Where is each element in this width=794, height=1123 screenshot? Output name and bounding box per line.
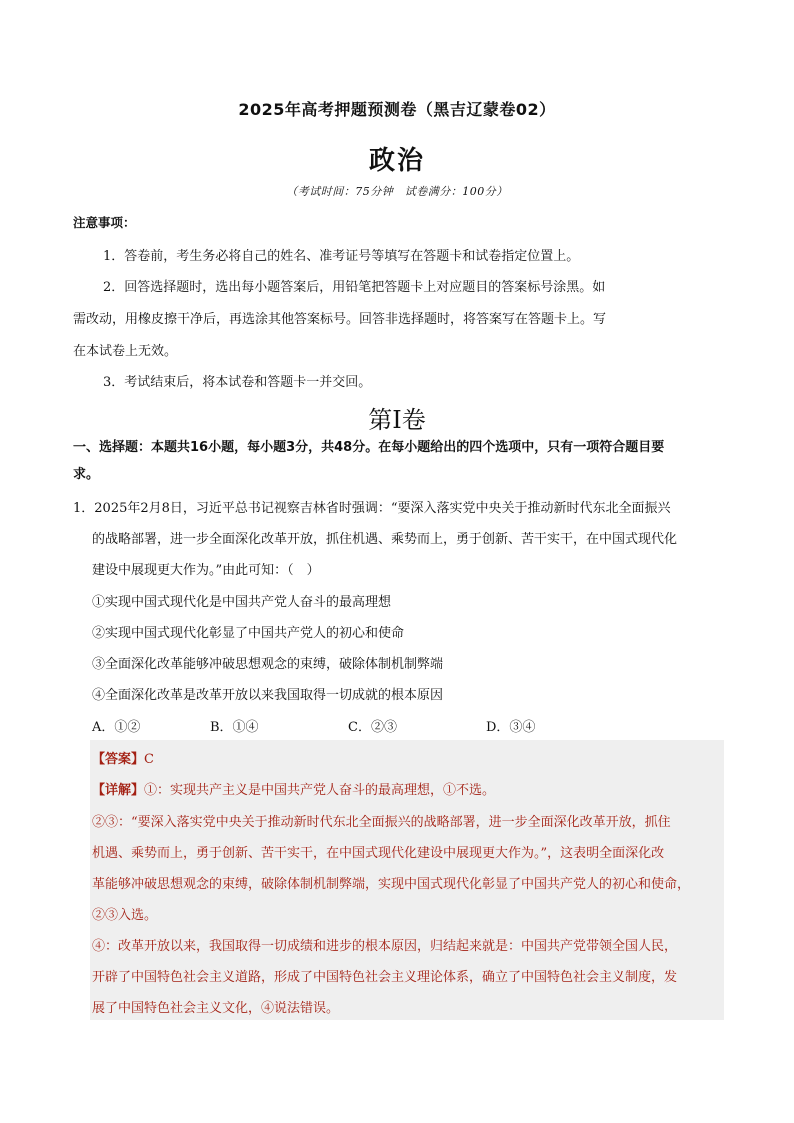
detail-line: ②③入选。 [92, 908, 158, 923]
notice-title: 注意事项： [73, 215, 136, 230]
part-heading-cont: 求。 [73, 467, 100, 482]
notice-line: 3．考试结束后，将本试卷和答题卡一并交回。 [103, 375, 372, 390]
detail-line [92, 779, 495, 798]
option-a: A．①② [92, 720, 141, 735]
detail-line: 机遇、乘势而上，勇于创新、苦干实干，在中国式现代化建设中展现更大作为。”，这表明全面深化改 [92, 846, 665, 861]
detail-line: ②③：“要深入落实党中央关于推动新时代东北全面振兴的战略部署，进一步全面深化改革开放，抓住 [92, 815, 671, 830]
exam-title: 2025年高考押题预测卷（黑吉辽蒙卷02） [238, 100, 556, 119]
option-d: D．③④ [486, 720, 536, 735]
question-stem-line: 的战略部署，进一步全面深化改革开放，抓住机遇、乘势而上，勇于创新、苦干实干，在中国式现代化 [92, 532, 678, 547]
detail-tag: 【详解】 [92, 783, 145, 798]
option-b: B．①④ [210, 720, 259, 735]
statement-item: ①实现中国式现代化是中国共产党人奋斗的最高理想 [92, 595, 392, 610]
statement-item: ③全面深化改革能够冲破思想观念的束缚，破除体制机制弊端 [92, 657, 444, 672]
notice-line: 在本试卷上无效。 [73, 344, 178, 359]
subject-title: 政治 [368, 146, 425, 176]
section-title: 第Ⅰ卷 [368, 406, 426, 434]
detail-line: ④：改革开放以来，我国取得一切成绩和进步的根本原因，归结起来就是：中国共产党带领全国人民， [92, 939, 678, 954]
detail-line: 革能够冲破思想观念的束缚，破除体制机制弊端，实现中国式现代化彰显了中国共产党人的初心和使命， [92, 877, 691, 892]
notice-line: 2．回答选择题时，选出每小题答案后，用铅笔把答题卡上对应题目的答案标号涂黑。如 [103, 280, 606, 295]
option-c: C．②③ [348, 720, 397, 735]
part-heading: 一、选择题：本题共16小题，每小题3分，共48分。在每小题给出的四个选项中，只有一项符合题目要 [73, 440, 665, 455]
exam-info: （考试时间：75分钟 试卷满分：100分） [286, 185, 508, 198]
detail-text: ①：实现共产主义是中国共产党人奋斗的最高理想，①不选。 [144, 783, 496, 798]
detail-line: 展了中国特色社会主义文化，④说法错误。 [92, 1001, 340, 1016]
notice-line: 1．答卷前，考生务必将自己的姓名、准考证号等填写在答题卡和试卷指定位置上。 [103, 249, 580, 264]
answer-tag: 【答案】 [92, 752, 145, 767]
question-stem-line: 建设中展现更大作为。”由此可知：（ ） [92, 563, 320, 578]
question-stem-line: 1．2025年2月8日，习近平总书记视察吉林省时强调：“要深入落实党中央关于推动新时代东北全面振兴 [73, 501, 671, 516]
statement-item: ②实现中国式现代化彰显了中国共产党人的初心和使命 [92, 626, 405, 641]
statement-item: ④全面深化改革是改革开放以来我国取得一切成就的根本原因 [92, 688, 444, 703]
answer-value: C [144, 752, 154, 767]
answer-line [92, 748, 154, 767]
detail-line: 开辟了中国特色社会主义道路，形成了中国特色社会主义理论体系，确立了中国特色社会主义制度，发 [92, 970, 678, 985]
notice-line: 需改动，用橡皮擦干净后，再选涂其他答案标号。回答非选择题时，将答案写在答题卡上。写 [73, 312, 607, 327]
